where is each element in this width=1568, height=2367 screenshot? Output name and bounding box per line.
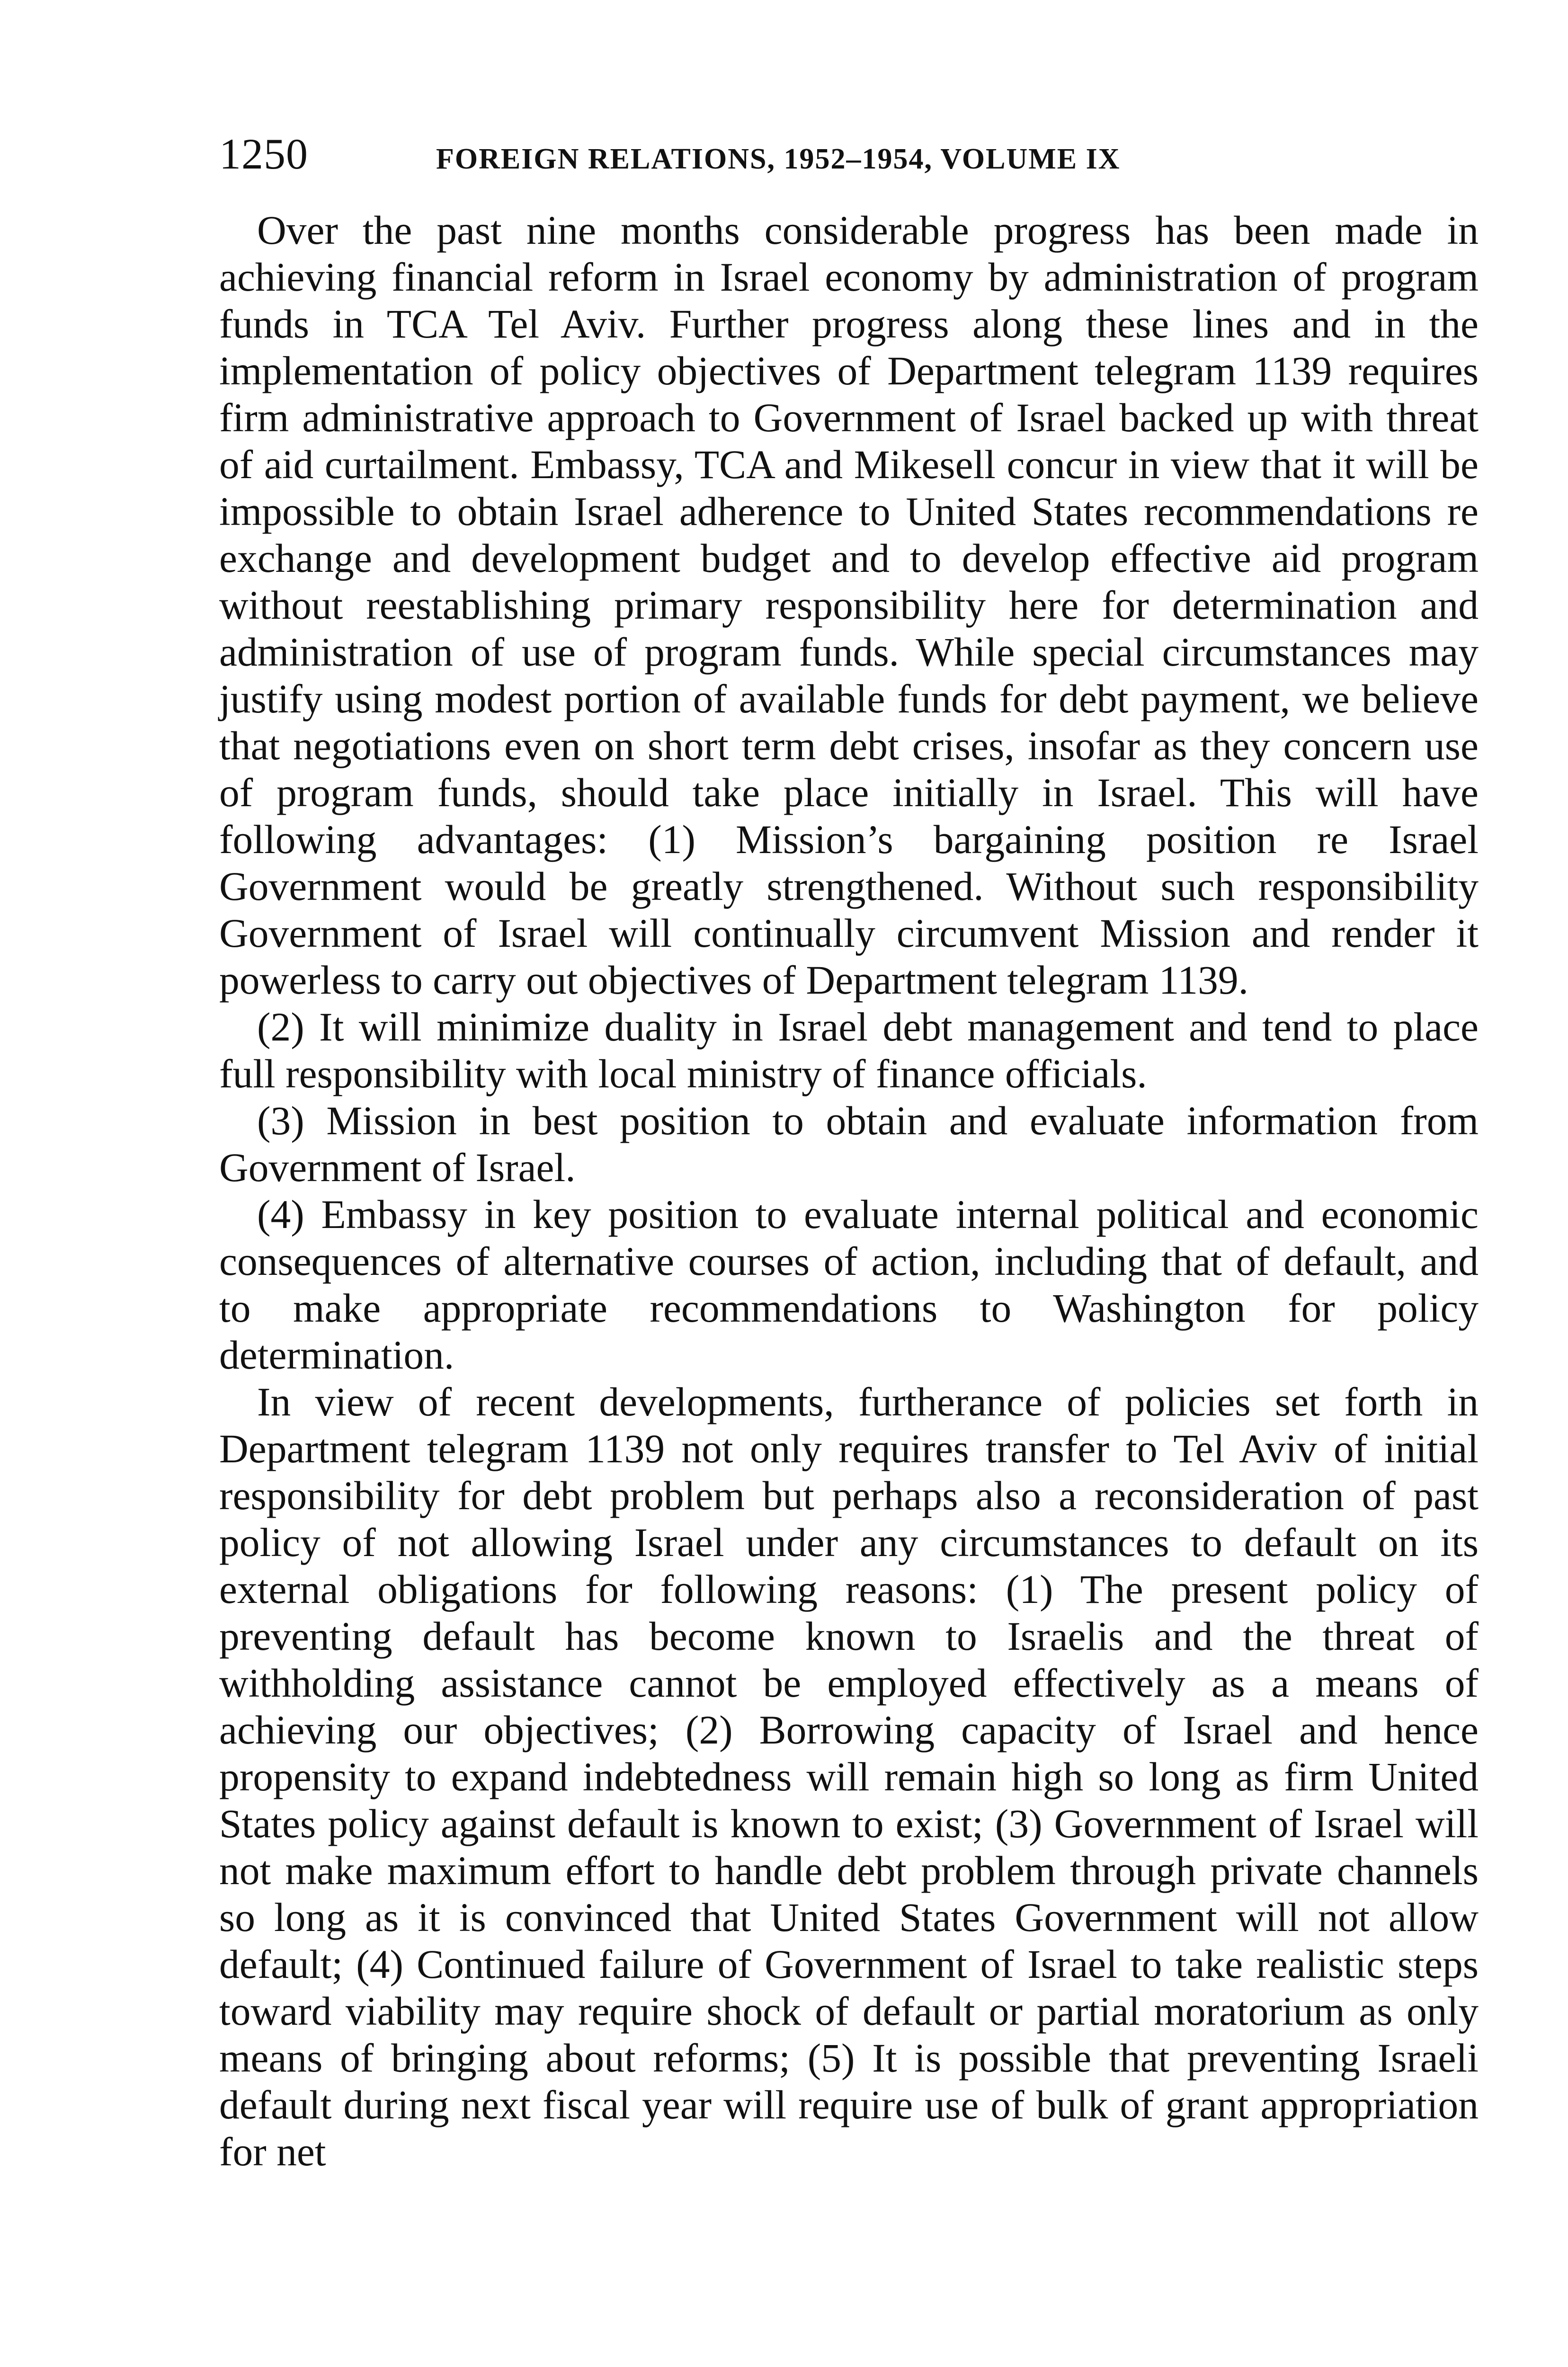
page-number: 1250	[219, 130, 308, 178]
body-text	[219, 207, 1479, 2176]
paragraph-point-3: (3) Mission in best position to obtain and evaluate information from Government of Israel.	[219, 1099, 1479, 1190]
paragraph-point-4: (4) Embassy in key position to evaluate internal political and economic consequences of alternative courses of action, including that of default, and to make appropriate recommendations to Washington for policy determination.	[219, 1192, 1479, 1378]
paragraph-point-2: (2) It will minimize duality in Israel debt management and tend to place full responsibility with local ministry of finance officials.	[219, 1005, 1479, 1096]
paragraph-intro: Over the past nine months considerable progress has been made in achieving financial reform in Israel economy by administration of program funds in TCA Tel Aviv. Further progress along these lines and in the implementation of policy objectives of Department telegram 1139 requires firm administrative approach to Government of Israel backed up with threat of aid curtailment. Embassy, TCA and Mikesell concur in view that it will be impossible to obtain Israel adherence to United States recommendations re exchange and development budget and to develop effective aid program without reestablishing primary responsibility here for determination and administration of use of program funds. While special circumstances may justify using modest portion of available funds for debt payment, we believe that negotiations even on short term debt crises, insofar as they concern use of program funds, should take place initially in Israel. This will have following advantages: (1) Mission’s bargaining position re Israel Government would be greatly strengthened. Without such responsibility Government of Israel will continually circumvent Mission and render it powerless to carry out objectives of Department telegram 1139.	[219, 208, 1479, 1003]
paragraph-default-policy: In view of recent developments, furtherance of policies set forth in Department telegram 1139 not only requires transfer to Tel Aviv of initial responsibility for debt problem but perhaps also a reconsideration of past policy of not allowing Israel under any circumstances to default on its external obligations for following reasons: (1) The present policy of preventing default has become known to Israelis and the threat of withholding assistance cannot be employed effectively as a means of achieving our objectives; (2) Borrowing capacity of Israel and hence propensity to expand indebtedness will remain high so long as firm United States policy against default is known to exist; (3) Government of Israel will not make maximum effort to handle debt problem through private channels so long as it is convinced that United States Government will not allow default; (4) Continued failure of Government of Israel to take realistic steps toward viability may require shock of default or partial moratorium as only means of bringing about reforms; (5) It is possible that preventing Israeli default during next fiscal year will require use of bulk of grant appropriation for net	[219, 1380, 1479, 2174]
running-head-title: FOREIGN RELATIONS, 1952–1954, VOLUME IX	[436, 143, 1121, 175]
running-head	[219, 129, 1479, 179]
document-page	[219, 129, 1479, 2176]
